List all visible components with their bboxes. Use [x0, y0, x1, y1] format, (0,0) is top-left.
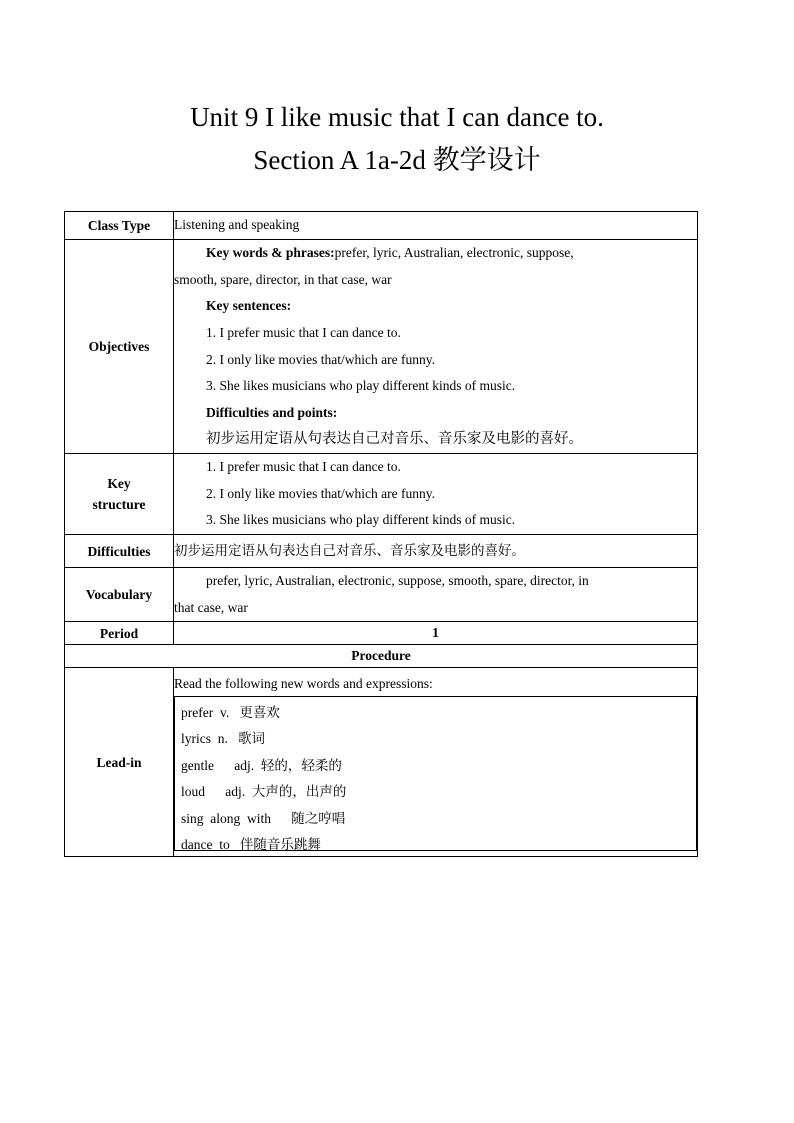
document-subtitle: Section A 1a-2d 教学设计	[253, 145, 541, 175]
word-item: sing along with 随之哼唱	[181, 810, 346, 826]
difficulties-points-label: Difficulties and points:	[206, 404, 338, 420]
key-sentences-label: Key sentences:	[206, 298, 292, 314]
period-value: 1	[174, 622, 698, 645]
row-class-type	[65, 212, 698, 240]
structure-line-3: 3. She likes musicians who play different kinds of music.	[206, 512, 516, 528]
lead-in-content	[174, 668, 698, 857]
vocabulary-line-2: that case, war	[174, 599, 248, 615]
word-item: gentle adj. 轻的，轻柔的	[181, 757, 342, 773]
structure-line-2: 2. I only like movies that/which are funny.	[206, 485, 435, 501]
lead-in-label: Lead-in	[65, 668, 174, 857]
key-structure-label-line1: Key	[107, 476, 131, 491]
key-words-continuation: smooth, spare, director, in that case, war	[174, 271, 392, 287]
word-item: prefer v. 更喜欢	[181, 704, 280, 720]
key-words-text: prefer, lyric, Australian, electronic, suppose,	[334, 245, 574, 261]
lesson-plan-table	[64, 211, 698, 857]
row-procedure	[65, 645, 698, 668]
document-title: Unit 9 I like music that I can dance to.	[190, 102, 604, 132]
difficulties-label: Difficulties	[65, 535, 174, 568]
word-item: lyrics n. 歌词	[181, 731, 265, 747]
procedure-heading: Procedure	[65, 645, 698, 668]
row-vocabulary	[65, 568, 698, 622]
structure-line-1: 1. I prefer music that I can dance to.	[206, 459, 401, 475]
word-list-box	[174, 696, 697, 851]
difficulties-points-text: 初步运用定语从句表达自己对音乐、音乐家及电影的喜好。	[206, 431, 583, 448]
class-type-value: Listening and speaking	[174, 212, 698, 240]
row-key-structure	[65, 454, 698, 535]
objectives-content	[174, 240, 698, 454]
objective-sentence-2: 2. I only like movies that/which are funny.	[206, 351, 435, 367]
vocabulary-content	[174, 568, 698, 622]
key-structure-label	[65, 454, 174, 535]
key-words-line	[174, 240, 697, 267]
key-words-label: Key words & phrases:	[206, 245, 335, 261]
word-item: loud adj. 大声的，出声的	[181, 784, 347, 800]
row-lead-in	[65, 668, 698, 857]
key-structure-label-line2: structure	[92, 497, 146, 512]
period-label: Period	[65, 622, 174, 645]
row-objectives	[65, 240, 698, 454]
objective-sentence-3: 3. She likes musicians who play different kinds of music.	[206, 378, 516, 394]
class-type-label: Class Type	[65, 212, 174, 240]
row-difficulties	[65, 535, 698, 568]
objectives-label: Objectives	[65, 240, 174, 454]
vocabulary-line-1: prefer, lyric, Australian, electronic, suppose, smooth, spare, director, in	[206, 573, 589, 588]
row-period	[65, 622, 698, 645]
difficulties-value: 初步运用定语从句表达自己对音乐、音乐家及电影的喜好。	[174, 535, 698, 568]
word-item: dance to 伴随音乐跳舞	[181, 837, 321, 853]
objective-sentence-1: 1. I prefer music that I can dance to.	[206, 324, 401, 340]
lead-in-intro: Read the following new words and expressions:	[174, 675, 433, 691]
vocabulary-label: Vocabulary	[65, 568, 174, 622]
key-structure-content	[174, 454, 698, 535]
